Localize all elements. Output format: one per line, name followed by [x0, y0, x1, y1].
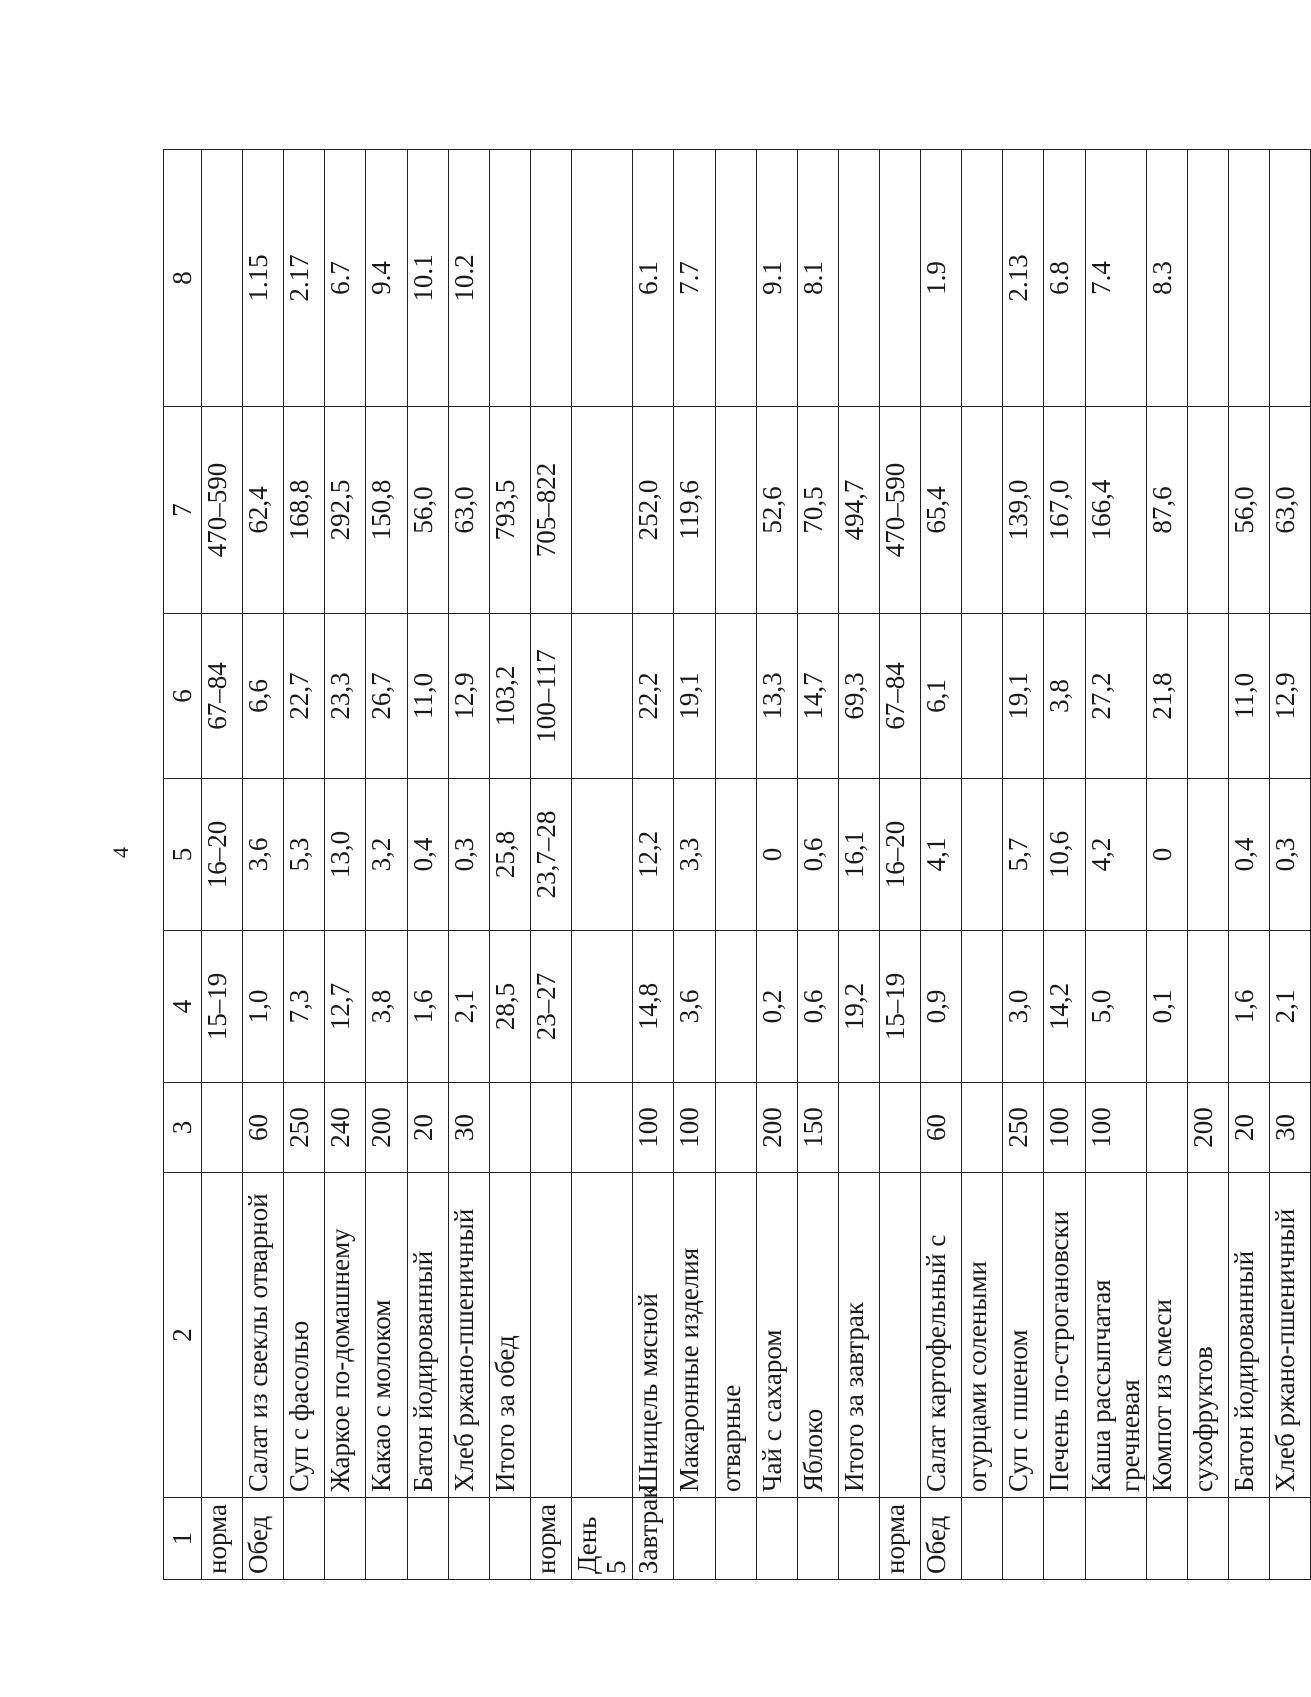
dish-cell — [202, 1173, 243, 1498]
protein-cell: 2,1 — [1270, 931, 1311, 1083]
table-row — [284, 150, 325, 1580]
energy-cell — [962, 407, 1003, 614]
energy-cell: 705–822 — [530, 407, 571, 614]
table-row — [407, 150, 448, 1580]
header-row — [164, 150, 202, 1580]
recipe-cell — [715, 150, 756, 407]
energy-cell — [715, 407, 756, 614]
dish-cell: Салат из свеклы отварной — [243, 1173, 284, 1498]
portion-cell — [489, 1083, 530, 1173]
meal-cell — [674, 1498, 715, 1580]
energy-cell: 87,6 — [1146, 407, 1187, 614]
energy-cell: 292,5 — [325, 407, 366, 614]
energy-cell: 793,5 — [489, 407, 530, 614]
carbs-cell: 19,1 — [1003, 614, 1044, 779]
protein-cell: 15–19 — [202, 931, 243, 1083]
dish-cell: Хлеб ржано-пшеничный — [1270, 1173, 1311, 1498]
fat-cell: 3,6 — [243, 779, 284, 931]
portion-cell: 100 — [1085, 1083, 1146, 1173]
fat-cell: 0,4 — [407, 779, 448, 931]
portion-cell: 20 — [1229, 1083, 1270, 1173]
dish-cell: Макаронные изделия — [674, 1173, 715, 1498]
energy-cell — [571, 407, 632, 614]
recipe-cell — [530, 150, 571, 407]
fat-cell: 16–20 — [202, 779, 243, 931]
protein-cell: 0,1 — [1146, 931, 1187, 1083]
energy-cell: 63,0 — [1270, 407, 1311, 614]
energy-cell: 167,0 — [1044, 407, 1085, 614]
dish-cell: Яблоко — [797, 1173, 838, 1498]
energy-cell: 65,4 — [921, 407, 962, 614]
table-row — [1085, 150, 1146, 1580]
carbs-cell: 19,1 — [674, 614, 715, 779]
recipe-cell: 2.17 — [284, 150, 325, 407]
protein-cell: 0,6 — [797, 931, 838, 1083]
protein-cell: 1,6 — [1229, 931, 1270, 1083]
table-row — [366, 150, 407, 1580]
meal-cell: Обед — [921, 1498, 962, 1580]
carbs-cell: 67–84 — [879, 614, 920, 779]
dish-cell: отварные — [715, 1173, 756, 1498]
table-row — [1146, 150, 1187, 1580]
meal-cell — [1270, 1498, 1311, 1580]
nutrition-menu-table — [163, 149, 1311, 1580]
recipe-cell: 10.2 — [448, 150, 489, 407]
dish-cell: Суп с пшеном — [1003, 1173, 1044, 1498]
column-number-1: 1 — [164, 1498, 202, 1580]
table-row — [756, 150, 797, 1580]
meal-cell — [284, 1498, 325, 1580]
dish-cell: Итого за завтрак — [838, 1173, 879, 1498]
portion-cell: 250 — [284, 1083, 325, 1173]
recipe-cell: 8.1 — [797, 150, 838, 407]
table-row — [797, 150, 838, 1580]
meal-cell — [1085, 1498, 1146, 1580]
meal-cell — [1229, 1498, 1270, 1580]
portion-cell — [838, 1083, 879, 1173]
carbs-cell — [962, 614, 1003, 779]
carbs-cell: 6,1 — [921, 614, 962, 779]
meal-cell: норма — [530, 1498, 571, 1580]
meal-cell — [1044, 1498, 1085, 1580]
energy-cell: 52,6 — [756, 407, 797, 614]
carbs-cell: 11,0 — [1229, 614, 1270, 779]
table-row — [530, 150, 571, 1580]
column-number-3: 3 — [164, 1083, 202, 1173]
table-row — [489, 150, 530, 1580]
recipe-cell: 1.15 — [243, 150, 284, 407]
portion-cell — [202, 1083, 243, 1173]
fat-cell: 16–20 — [879, 779, 920, 931]
carbs-cell: 69,3 — [838, 614, 879, 779]
carbs-cell: 100–117 — [530, 614, 571, 779]
portion-cell: 30 — [448, 1083, 489, 1173]
energy-cell: 494,7 — [838, 407, 879, 614]
carbs-cell — [715, 614, 756, 779]
carbs-cell: 103,2 — [489, 614, 530, 779]
fat-cell: 0 — [1146, 779, 1187, 931]
dish-cell: Суп с фасолью — [284, 1173, 325, 1498]
portion-cell: 250 — [1003, 1083, 1044, 1173]
protein-cell: 14,2 — [1044, 931, 1085, 1083]
dish-cell — [571, 1173, 632, 1498]
energy-cell: 56,0 — [407, 407, 448, 614]
meal-cell — [366, 1498, 407, 1580]
meal-cell — [448, 1498, 489, 1580]
meal-cell: Обед — [243, 1498, 284, 1580]
rotated-table-container — [163, 150, 1301, 1580]
recipe-cell: 2.13 — [1003, 150, 1044, 407]
carbs-cell: 22,7 — [284, 614, 325, 779]
table-row — [1270, 150, 1311, 1580]
table-row — [202, 150, 243, 1580]
meal-cell — [962, 1498, 1003, 1580]
meal-cell: норма — [879, 1498, 920, 1580]
protein-cell — [715, 931, 756, 1083]
meal-cell: День 5 — [571, 1498, 632, 1580]
meal-cell — [797, 1498, 838, 1580]
table-row — [1229, 150, 1270, 1580]
portion-cell: 100 — [674, 1083, 715, 1173]
portion-cell: 100 — [633, 1083, 674, 1173]
recipe-cell — [1270, 150, 1311, 407]
table-row — [674, 150, 715, 1580]
portion-cell — [1146, 1083, 1187, 1173]
protein-cell: 19,2 — [838, 931, 879, 1083]
dish-cell: Шницель мясной — [633, 1173, 674, 1498]
recipe-cell: 1.9 — [921, 150, 962, 407]
portion-cell — [571, 1083, 632, 1173]
recipe-cell — [962, 150, 1003, 407]
recipe-cell: 7.7 — [674, 150, 715, 407]
fat-cell: 10,6 — [1044, 779, 1085, 931]
carbs-cell: 22,2 — [633, 614, 674, 779]
protein-cell — [1187, 931, 1228, 1083]
portion-cell: 200 — [366, 1083, 407, 1173]
fat-cell: 0 — [756, 779, 797, 931]
fat-cell: 0,6 — [797, 779, 838, 931]
protein-cell: 2,1 — [448, 931, 489, 1083]
portion-cell — [530, 1083, 571, 1173]
protein-cell: 5,0 — [1085, 931, 1146, 1083]
table-row — [243, 150, 284, 1580]
dish-cell — [879, 1173, 920, 1498]
dish-cell: Хлеб ржано-пшеничный — [448, 1173, 489, 1498]
portion-cell: 150 — [797, 1083, 838, 1173]
table-row — [571, 150, 632, 1580]
energy-cell: 252,0 — [633, 407, 674, 614]
fat-cell: 25,8 — [489, 779, 530, 931]
carbs-cell: 13,3 — [756, 614, 797, 779]
fat-cell: 4,2 — [1085, 779, 1146, 931]
fat-cell: 0,4 — [1229, 779, 1270, 931]
table-row — [879, 150, 920, 1580]
carbs-cell: 23,3 — [325, 614, 366, 779]
protein-cell: 3,6 — [674, 931, 715, 1083]
meal-cell — [838, 1498, 879, 1580]
fat-cell: 16,1 — [838, 779, 879, 931]
dish-cell: Чай с сахаром — [756, 1173, 797, 1498]
portion-cell: 200 — [756, 1083, 797, 1173]
recipe-cell: 6.1 — [633, 150, 674, 407]
protein-cell: 0,9 — [921, 931, 962, 1083]
meal-cell — [407, 1498, 448, 1580]
carbs-cell: 26,7 — [366, 614, 407, 779]
meal-cell — [1003, 1498, 1044, 1580]
carbs-cell — [571, 614, 632, 779]
portion-cell — [879, 1083, 920, 1173]
energy-cell: 166,4 — [1085, 407, 1146, 614]
protein-cell: 14,8 — [633, 931, 674, 1083]
dish-cell: Жаркое по-домашнему — [325, 1173, 366, 1498]
energy-cell: 119,6 — [674, 407, 715, 614]
recipe-cell: 8.3 — [1146, 150, 1187, 407]
column-number-8: 8 — [164, 150, 202, 407]
meal-cell — [756, 1498, 797, 1580]
recipe-cell — [571, 150, 632, 407]
dish-cell: Компот из смеси — [1146, 1173, 1187, 1498]
fat-cell — [571, 779, 632, 931]
portion-cell — [715, 1083, 756, 1173]
table-row — [838, 150, 879, 1580]
protein-cell: 15–19 — [879, 931, 920, 1083]
fat-cell: 23,7–28 — [530, 779, 571, 931]
meal-cell — [325, 1498, 366, 1580]
carbs-cell: 21,8 — [1146, 614, 1187, 779]
table-row — [448, 150, 489, 1580]
protein-cell: 3,8 — [366, 931, 407, 1083]
recipe-cell: 6.8 — [1044, 150, 1085, 407]
fat-cell: 12,2 — [633, 779, 674, 931]
dish-cell: Салат картофельный с — [921, 1173, 962, 1498]
carbs-cell: 14,7 — [797, 614, 838, 779]
dish-cell — [530, 1173, 571, 1498]
table-row — [325, 150, 366, 1580]
dish-cell: Итого за обед — [489, 1173, 530, 1498]
recipe-cell — [1187, 150, 1228, 407]
energy-cell: 70,5 — [797, 407, 838, 614]
dish-cell: Какао с молоком — [366, 1173, 407, 1498]
fat-cell: 0,3 — [1270, 779, 1311, 931]
portion-cell: 200 — [1187, 1083, 1228, 1173]
energy-cell: 470–590 — [879, 407, 920, 614]
recipe-cell: 6.7 — [325, 150, 366, 407]
meal-cell — [715, 1498, 756, 1580]
table-row — [1003, 150, 1044, 1580]
carbs-cell: 12,9 — [1270, 614, 1311, 779]
portion-cell: 100 — [1044, 1083, 1085, 1173]
fat-cell — [715, 779, 756, 931]
dish-cell: Каша рассыпчатая гречневая — [1085, 1173, 1146, 1498]
recipe-cell — [1229, 150, 1270, 407]
portion-cell: 60 — [921, 1083, 962, 1173]
protein-cell: 0,2 — [756, 931, 797, 1083]
protein-cell: 1,0 — [243, 931, 284, 1083]
energy-cell: 139,0 — [1003, 407, 1044, 614]
protein-cell: 3,0 — [1003, 931, 1044, 1083]
recipe-cell: 10.1 — [407, 150, 448, 407]
carbs-cell — [1187, 614, 1228, 779]
carbs-cell: 27,2 — [1085, 614, 1146, 779]
fat-cell: 3,3 — [674, 779, 715, 931]
column-number-7: 7 — [164, 407, 202, 614]
fat-cell: 5,3 — [284, 779, 325, 931]
fat-cell: 4,1 — [921, 779, 962, 931]
column-number-2: 2 — [164, 1173, 202, 1498]
recipe-cell — [838, 150, 879, 407]
recipe-cell — [202, 150, 243, 407]
energy-cell: 63,0 — [448, 407, 489, 614]
recipe-cell — [489, 150, 530, 407]
energy-cell: 56,0 — [1229, 407, 1270, 614]
dish-cell: сухофруктов — [1187, 1173, 1228, 1498]
table-row — [1187, 150, 1228, 1580]
carbs-cell: 11,0 — [407, 614, 448, 779]
portion-cell: 240 — [325, 1083, 366, 1173]
column-number-6: 6 — [164, 614, 202, 779]
table-row — [962, 150, 1003, 1580]
fat-cell — [962, 779, 1003, 931]
energy-cell: 150,8 — [366, 407, 407, 614]
carbs-cell: 6,6 — [243, 614, 284, 779]
portion-cell — [962, 1083, 1003, 1173]
meal-cell — [1146, 1498, 1187, 1580]
table-row — [1044, 150, 1085, 1580]
protein-cell: 1,6 — [407, 931, 448, 1083]
dish-cell: Батон йодированный — [1229, 1173, 1270, 1498]
protein-cell: 23–27 — [530, 931, 571, 1083]
recipe-cell — [879, 150, 920, 407]
fat-cell: 5,7 — [1003, 779, 1044, 931]
dish-cell: Печень по-строгановски — [1044, 1173, 1085, 1498]
carbs-cell: 12,9 — [448, 614, 489, 779]
meal-cell: Завтрак — [633, 1498, 674, 1580]
energy-cell — [1187, 407, 1228, 614]
fat-cell — [1187, 779, 1228, 931]
dish-cell: огурцами солеными — [962, 1173, 1003, 1498]
column-number-4: 4 — [164, 931, 202, 1083]
portion-cell: 20 — [407, 1083, 448, 1173]
page-number: 4 — [108, 847, 133, 858]
protein-cell — [962, 931, 1003, 1083]
column-number-5: 5 — [164, 779, 202, 931]
energy-cell: 470–590 — [202, 407, 243, 614]
protein-cell: 12,7 — [325, 931, 366, 1083]
meal-cell: норма — [202, 1498, 243, 1580]
table-row — [633, 150, 674, 1580]
recipe-cell: 9.4 — [366, 150, 407, 407]
protein-cell: 28,5 — [489, 931, 530, 1083]
energy-cell: 168,8 — [284, 407, 325, 614]
carbs-cell: 3,8 — [1044, 614, 1085, 779]
table-row — [715, 150, 756, 1580]
fat-cell: 3,2 — [366, 779, 407, 931]
protein-cell — [571, 931, 632, 1083]
recipe-cell: 9.1 — [756, 150, 797, 407]
fat-cell: 13,0 — [325, 779, 366, 931]
fat-cell: 0,3 — [448, 779, 489, 931]
carbs-cell: 67–84 — [202, 614, 243, 779]
meal-cell — [489, 1498, 530, 1580]
table-row — [921, 150, 962, 1580]
recipe-cell: 7.4 — [1085, 150, 1146, 407]
portion-cell: 60 — [243, 1083, 284, 1173]
portion-cell: 30 — [1270, 1083, 1311, 1173]
protein-cell: 7,3 — [284, 931, 325, 1083]
meal-cell — [1187, 1498, 1228, 1580]
energy-cell: 62,4 — [243, 407, 284, 614]
dish-cell: Батон йодированный — [407, 1173, 448, 1498]
